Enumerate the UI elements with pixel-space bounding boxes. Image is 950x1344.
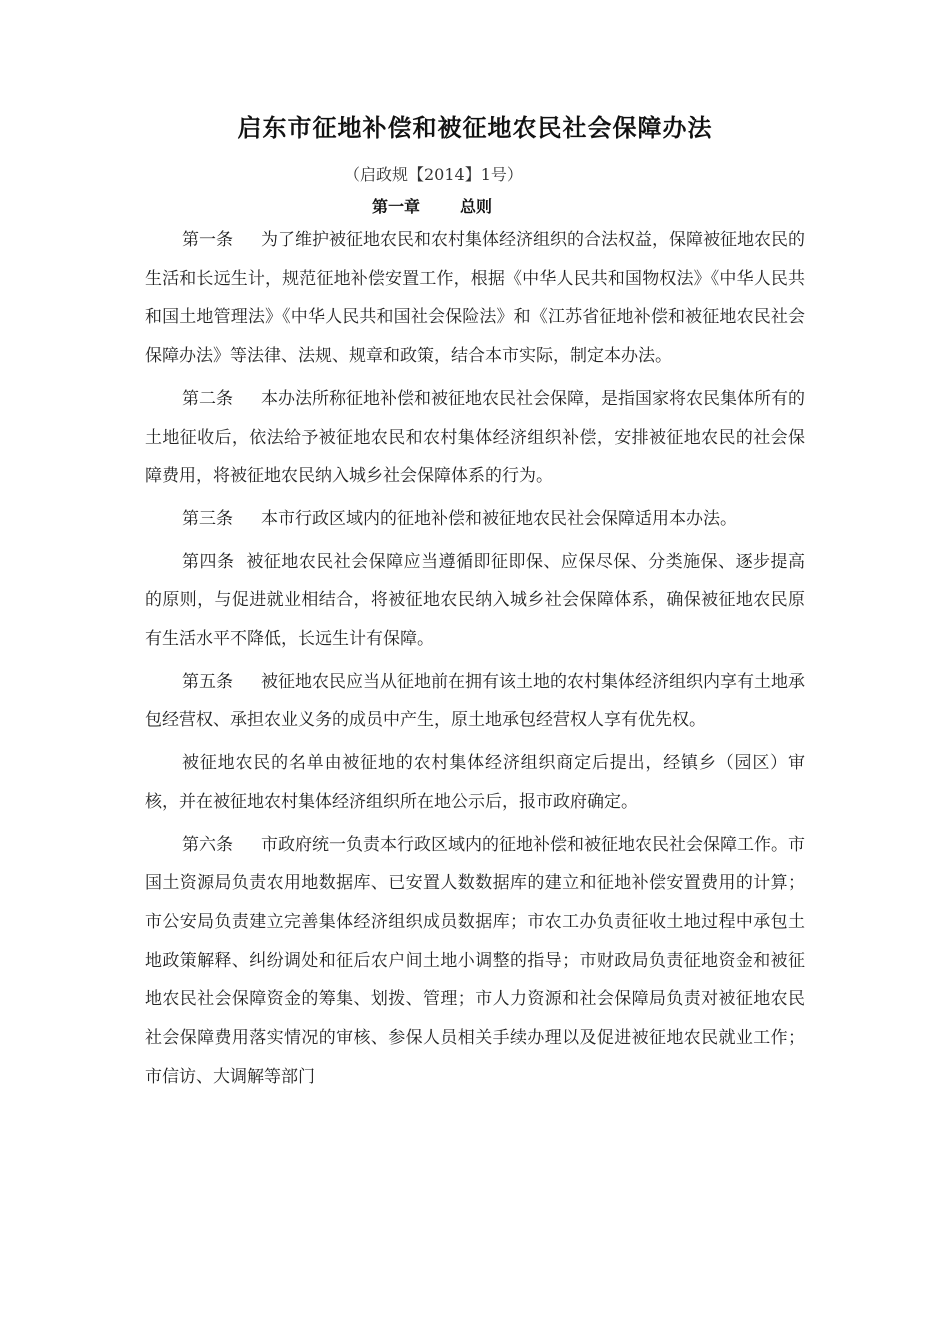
article-text: 本市行政区域内的征地补偿和被征地农民社会保障适用本办法。 (261, 508, 737, 529)
article-text: 市政府统一负责本行政区域内的征地补偿和被征地农民社会保障工作。市国土资源局负责农用地数据库、已安置人数数据库的建立和征地补偿安置费用的计算；市公安局负责建立完善集体经济组织成员数据库；市农工办负责征收土地过程中承包土地政策解释、纠纷调处和征后农户间土地小调整的指导；市财政局负责征地资金和被征地农民社会保障资金的筹集、划拨、管理；市人力资源和社会保障局负责对被征地农民社会保障费用落实情况的审核、参保人员相关手续办理以及促进被征地农民就业工作；市信访、大调解等部门 (145, 834, 805, 1087)
document-title: 启东市征地补偿和被征地农民社会保障办法 (237, 114, 713, 142)
document-body (145, 221, 805, 1100)
article-4 (145, 543, 805, 659)
article-1 (145, 221, 805, 376)
article-label: 第五条 (182, 671, 233, 692)
chapter-heading (372, 194, 492, 217)
article-text: 被征地农民应当从征地前在拥有该土地的农村集体经济组织内享有土地承包经营权、承担农业义务的成员中产生，原土地承包经营权人享有优先权。 (145, 671, 805, 731)
article-label: 第二条 (182, 388, 233, 409)
article-5-continued (145, 744, 805, 821)
article-label: 第一条 (182, 230, 233, 250)
article-2 (145, 380, 805, 496)
chapter-name: 总则 (460, 197, 493, 216)
article-text: 为了维护被征地农民和农村集体经济组织的合法权益，保障被征地农民的生活和长远生计，规范征地补偿安置工作，根据《中华人民共和国物权法》《中华人民共和国土地管理法》《中华人民共和国社会保险法》和《江苏省征地补偿和被征地农民社会保障办法》等法律、法规、规章和政策，结合本市实际，制定本办法。 (145, 230, 805, 367)
document-number: （启政规【2014】1号） (344, 165, 523, 184)
article-3 (145, 500, 805, 539)
article-6 (145, 826, 805, 1097)
article-text: 被征地农民的名单由被征地的农村集体经济组织商定后提出，经镇乡（园区）审核，并在被征地农村集体经济组织所在地公示后，报市政府确定。 (145, 753, 805, 812)
chapter-number: 第一章 (372, 197, 421, 216)
article-label: 第六条 (182, 834, 233, 855)
article-5 (145, 663, 805, 740)
article-label: 第四条 (182, 551, 235, 572)
article-text: 本办法所称征地补偿和被征地农民社会保障，是指国家将农民集体所有的土地征收后，依法给予被征地农民和农村集体经济组织补偿，安排被征地农民的社会保障费用，将被征地农民纳入城乡社会保障体系的行为。 (145, 388, 805, 487)
article-label: 第三条 (182, 508, 233, 529)
article-text: 被征地农民社会保障应当遵循即征即保、应保尽保、分类施保、逐步提高的原则，与促进就业相结合，将被征地农民纳入城乡社会保障体系，确保被征地农民原有生活水平不降低，长远生计有保障。 (145, 551, 806, 650)
